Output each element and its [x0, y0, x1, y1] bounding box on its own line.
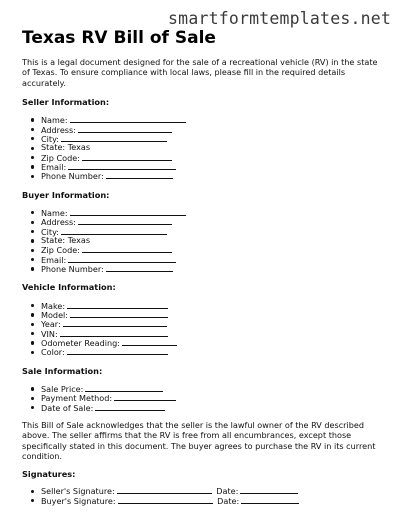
- vehicle-color-blank[interactable]: [67, 347, 168, 355]
- payment-method-blank[interactable]: [114, 393, 176, 401]
- payment-method-label: Payment Method:: [41, 393, 113, 404]
- sale-fields-list: [22, 384, 384, 412]
- vehicle-color-label: Color:: [41, 347, 65, 358]
- buyer-name-label: Name:: [41, 207, 68, 218]
- buyer-address-field[interactable]: [31, 217, 384, 226]
- document-title: Texas RV Bill of Sale: [22, 28, 216, 48]
- seller-city-blank[interactable]: [61, 134, 167, 142]
- vehicle-odometer-label: Odometer Reading:: [41, 337, 120, 348]
- buyer-email-field[interactable]: [31, 255, 384, 264]
- seller-address-field[interactable]: [31, 125, 384, 134]
- watermark-text: smartformtemplates.net: [168, 9, 391, 28]
- buyer-phone-field[interactable]: [31, 264, 384, 273]
- buyer-signature-label: Buyer's Signature:: [41, 495, 116, 506]
- buyer-city-label: City:: [41, 226, 60, 237]
- vehicle-make-label: Make:: [41, 300, 66, 311]
- buyer-date-blank[interactable]: [241, 496, 299, 504]
- payment-method-field[interactable]: [31, 393, 384, 402]
- buyer-section-heading: Buyer Information:: [22, 189, 110, 200]
- sale-price-blank[interactable]: [85, 384, 163, 392]
- seller-state-label: State: Texas: [41, 142, 91, 153]
- sale-section-heading: Sale Information:: [22, 365, 103, 376]
- buyer-name-blank[interactable]: [70, 208, 186, 216]
- seller-date-blank[interactable]: [240, 486, 298, 494]
- vehicle-model-blank[interactable]: [70, 310, 168, 318]
- seller-name-blank[interactable]: [70, 115, 186, 123]
- seller-signature-field[interactable]: [31, 486, 384, 495]
- seller-name-label: Name:: [41, 115, 68, 126]
- seller-section-heading: Seller Information:: [22, 96, 110, 107]
- sale-price-label: Sale Price:: [41, 383, 84, 394]
- vehicle-vin-blank[interactable]: [60, 329, 168, 337]
- buyer-fields-list: [22, 208, 384, 273]
- seller-name-field[interactable]: [31, 115, 384, 124]
- seller-email-field[interactable]: [31, 162, 384, 171]
- buyer-zip-label: Zip Code:: [41, 245, 80, 256]
- vehicle-fields-list: [22, 301, 384, 357]
- sale-date-field[interactable]: [31, 403, 384, 412]
- seller-fields-list: [22, 115, 384, 180]
- buyer-state-field: [31, 236, 384, 245]
- buyer-phone-label: Phone Number:: [41, 263, 104, 274]
- buyer-signature-field[interactable]: [31, 496, 384, 505]
- vehicle-odometer-blank[interactable]: [122, 338, 177, 346]
- vehicle-color-field[interactable]: [31, 347, 384, 356]
- buyer-email-blank[interactable]: [68, 255, 176, 263]
- sale-date-blank[interactable]: [95, 403, 165, 411]
- seller-phone-label: Phone Number:: [41, 171, 104, 182]
- signatures-list: [22, 486, 384, 505]
- vehicle-section-heading: Vehicle Information:: [22, 282, 116, 293]
- vehicle-make-blank[interactable]: [67, 301, 168, 309]
- seller-address-blank[interactable]: [78, 125, 172, 133]
- seller-address-label: Address:: [41, 124, 76, 135]
- vehicle-model-field[interactable]: [31, 310, 384, 319]
- buyer-date-label: Date:: [217, 495, 240, 506]
- sale-date-label: Date of Sale:: [41, 402, 94, 413]
- seller-phone-blank[interactable]: [106, 171, 173, 179]
- buyer-phone-blank[interactable]: [106, 264, 173, 272]
- signatures-section-heading: Signatures:: [22, 469, 76, 480]
- sale-price-field[interactable]: [31, 384, 384, 393]
- buyer-state-label: State: Texas: [41, 234, 91, 245]
- closing-paragraph: This Bill of Sale acknowledges that the seller is the lawful owner of the RV described above. The seller affirms that the RV is free from all encumbrances, except those specifically stated in this document. The buyer agrees to purchase the RV in its current condition.: [22, 419, 376, 461]
- buyer-city-blank[interactable]: [61, 227, 167, 235]
- seller-phone-field[interactable]: [31, 171, 384, 180]
- vehicle-vin-field[interactable]: [31, 329, 384, 338]
- seller-signature-label: Seller's Signature:: [41, 486, 115, 497]
- vehicle-year-field[interactable]: [31, 319, 384, 328]
- seller-email-label: Email:: [41, 161, 67, 172]
- vehicle-model-label: Model:: [41, 309, 69, 320]
- buyer-address-blank[interactable]: [78, 217, 172, 225]
- seller-zip-blank[interactable]: [82, 153, 172, 161]
- buyer-name-field[interactable]: [31, 208, 384, 217]
- seller-city-label: City:: [41, 133, 60, 144]
- intro-paragraph: This is a legal document designed for the sale of a recreational vehicle (RV) in the state of Texas. To ensure compliance with local laws, please fill in the required details accurately.: [22, 57, 378, 88]
- buyer-zip-blank[interactable]: [82, 245, 172, 253]
- seller-zip-field[interactable]: [31, 153, 384, 162]
- buyer-address-label: Address:: [41, 217, 76, 228]
- vehicle-make-field[interactable]: [31, 301, 384, 310]
- seller-state-field: [31, 143, 384, 152]
- buyer-email-label: Email:: [41, 254, 67, 265]
- buyer-signature-blank[interactable]: [118, 496, 213, 504]
- vehicle-odometer-field[interactable]: [31, 338, 384, 347]
- vehicle-vin-label: VIN:: [41, 328, 58, 339]
- buyer-zip-field[interactable]: [31, 245, 384, 254]
- seller-email-blank[interactable]: [68, 162, 176, 170]
- vehicle-year-blank[interactable]: [63, 319, 167, 327]
- seller-date-label: Date:: [216, 486, 239, 497]
- seller-signature-blank[interactable]: [117, 486, 212, 494]
- vehicle-year-label: Year:: [41, 319, 61, 330]
- document-body: [22, 57, 384, 505]
- seller-zip-label: Zip Code:: [41, 152, 80, 163]
